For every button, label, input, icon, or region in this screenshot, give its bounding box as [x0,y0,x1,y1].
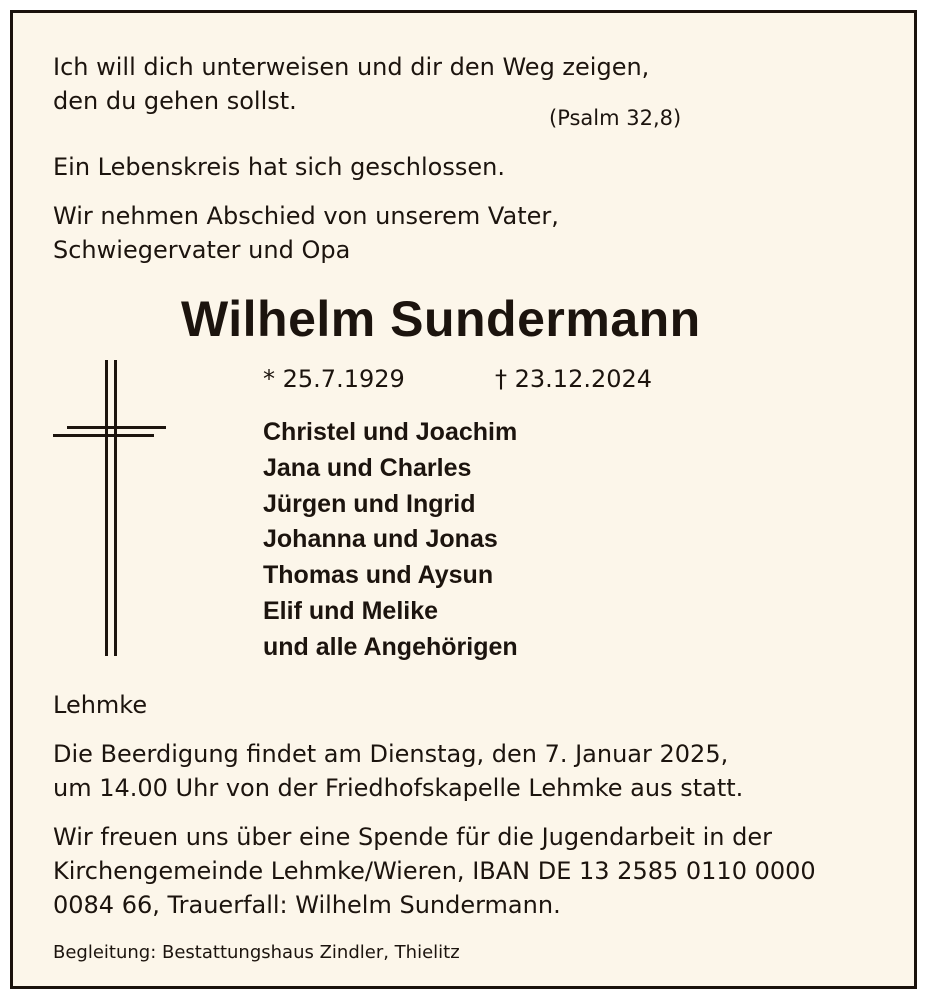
donation-line-2: Kirchengemeinde Lehmke/Wieren, IBAN DE 13 2585 0110 0000 [53,857,816,885]
mourner-name: Jana und Charles [263,453,472,482]
donation-line-3: 0084 66, Trauerfall: Wilhelm Sundermann. [53,891,561,919]
farewell-line-2: Schwiegervater und Opa [53,236,351,264]
farewell-line-1: Wir nehmen Abschied von unserem Vater, [53,202,559,230]
donation-line-1: Wir freuen uns über eine Spende für die Jugendarbeit in der [53,823,772,851]
mourner-name: Jürgen und Ingrid [263,489,476,518]
verse-reference: (Psalm 32,8) [549,106,682,130]
double-line-cross-icon [53,360,173,660]
mourner-name: Christel und Joachim [263,418,518,446]
death-date: † 23.12.2024 [495,365,653,393]
funeral-home-credit: Begleitung: Bestattungshaus Zindler, Thielitz [53,942,460,963]
verse-line-1: Ich will dich unterweisen und dir den Weg zeigen, [53,53,650,81]
mourner-name: Thomas und Aysun [263,561,494,590]
place-name: Lehmke [53,691,148,719]
verse-line-2: den du gehen sollst. [53,87,297,115]
birth-date: * 25.7.1929 [263,365,405,393]
mourner-name: Johanna und Jonas [263,525,498,554]
mourner-name: Elif und Melike [263,596,439,625]
mourner-name: und alle Angehörigen [263,632,518,661]
funeral-line-2: um 14.00 Uhr von der Friedhofskapelle Lehmke aus statt. [53,774,744,802]
obituary-notice [10,10,917,989]
lebenskreis-text: Ein Lebenskreis hat sich geschlossen. [53,153,505,181]
deceased-name: Wilhelm Sundermann [181,291,701,347]
funeral-line-1: Die Beerdigung findet am Dienstag, den 7. Januar 2025, [53,740,729,768]
mourners-list [263,415,518,666]
